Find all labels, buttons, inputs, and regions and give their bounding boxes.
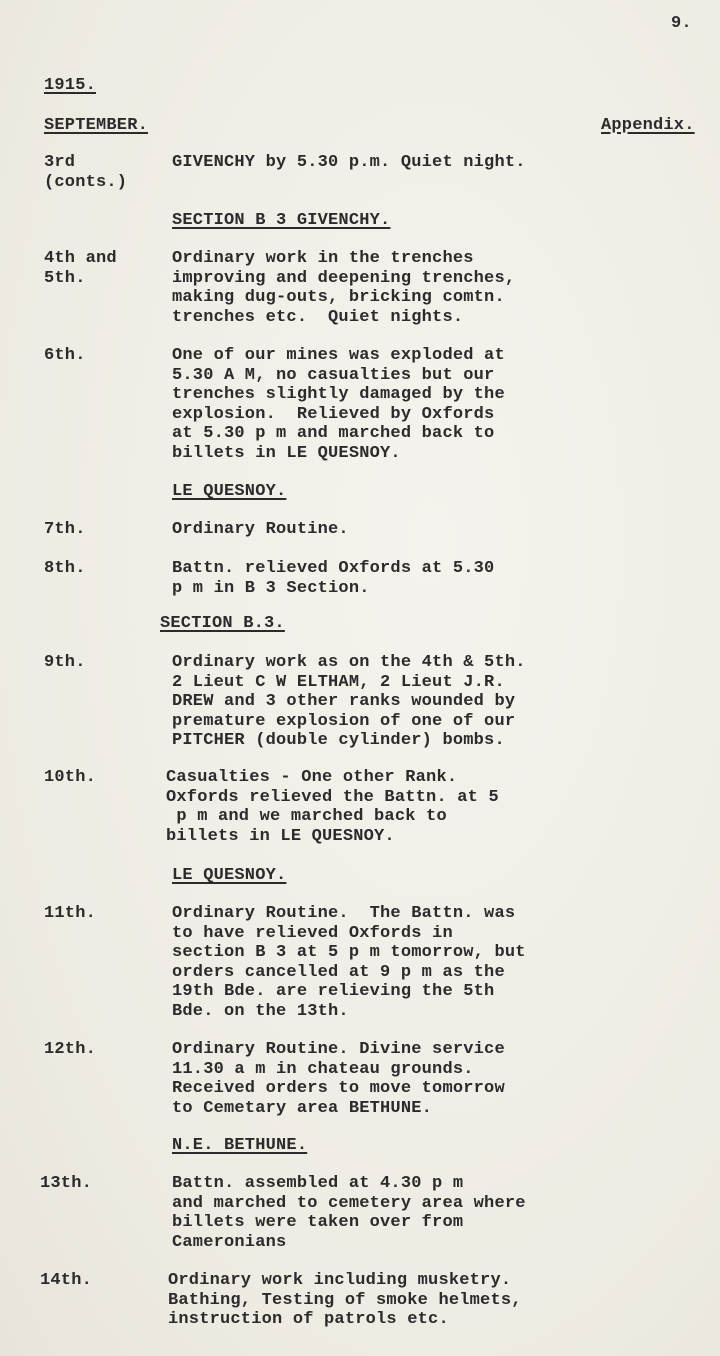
page-number: 9. xyxy=(671,14,692,33)
entry-date: 10th. xyxy=(44,768,97,787)
month-heading: SEPTEMBER. xyxy=(44,116,149,135)
entry-date: 11th. xyxy=(44,904,97,923)
section-heading: SECTION B.3. xyxy=(160,614,285,633)
entry-date: 7th. xyxy=(44,520,86,539)
appendix-heading: Appendix. xyxy=(601,116,695,135)
entry-text: Ordinary Routine. Divine service 11.30 a m in chateau grounds. Received orders to move tomorrow to Cemetary area BETHUNE. xyxy=(172,1040,505,1118)
entry-date: 8th. xyxy=(44,559,86,578)
entry-text: Ordinary Routine. The Battn. was to have relieved Oxfords in section B 3 at 5 p m tomorrow, but orders cancelled at 9 p m as the 19th Bde. are relieving the 5th Bde. on the 13th. xyxy=(172,904,526,1021)
entry-text: Casualties - One other Rank. Oxfords relieved the Battn. at 5 p m and we marched back to billets in LE QUESNOY. xyxy=(166,768,499,846)
entry-date: 4th and 5th. xyxy=(44,249,117,288)
entry-text: Ordinary work including musketry. Bathing, Testing of smoke helmets, instruction of patrols etc. xyxy=(168,1271,522,1329)
entry-date: 12th. xyxy=(44,1040,97,1059)
entry-date: 6th. xyxy=(44,346,86,365)
entry-date: 14th. xyxy=(40,1271,93,1290)
entry-text: Ordinary work in the trenches improving and deepening trenches, making dug-outs, bricking comtn. trenches etc. Quiet nights. xyxy=(172,249,516,327)
entry-text: One of our mines was exploded at 5.30 A M, no casualties but our trenches slightly damaged by the explosion. Relieved by Oxfords at 5.30 p m and marched back to billets in LE QUESNOY. xyxy=(172,346,505,463)
section-heading: LE QUESNOY. xyxy=(172,866,287,885)
entry-text: Battn. relieved Oxfords at 5.30 p m in B 3 Section. xyxy=(172,559,495,598)
entry-text: GIVENCHY by 5.30 p.m. Quiet night. xyxy=(172,153,526,172)
entry-date: 9th. xyxy=(44,653,86,672)
entry-date: 3rd (conts.) xyxy=(44,153,128,192)
entry-text: Battn. assembled at 4.30 p m and marched to cemetery area where billets were taken over from Cameronians xyxy=(172,1174,526,1252)
entry-text: Ordinary work as on the 4th & 5th. 2 Lieut C W ELTHAM, 2 Lieut J.R. DREW and 3 other ranks wounded by premature explosion of one of our PITCHER (double cylinder) bombs. xyxy=(172,653,526,750)
section-heading: SECTION B 3 GIVENCHY. xyxy=(172,211,391,230)
year-heading: 1915. xyxy=(44,76,97,95)
section-heading: LE QUESNOY. xyxy=(172,482,287,501)
section-heading: N.E. BETHUNE. xyxy=(172,1136,308,1155)
entry-text: Ordinary Routine. xyxy=(172,520,349,539)
entry-date: 13th. xyxy=(40,1174,93,1193)
